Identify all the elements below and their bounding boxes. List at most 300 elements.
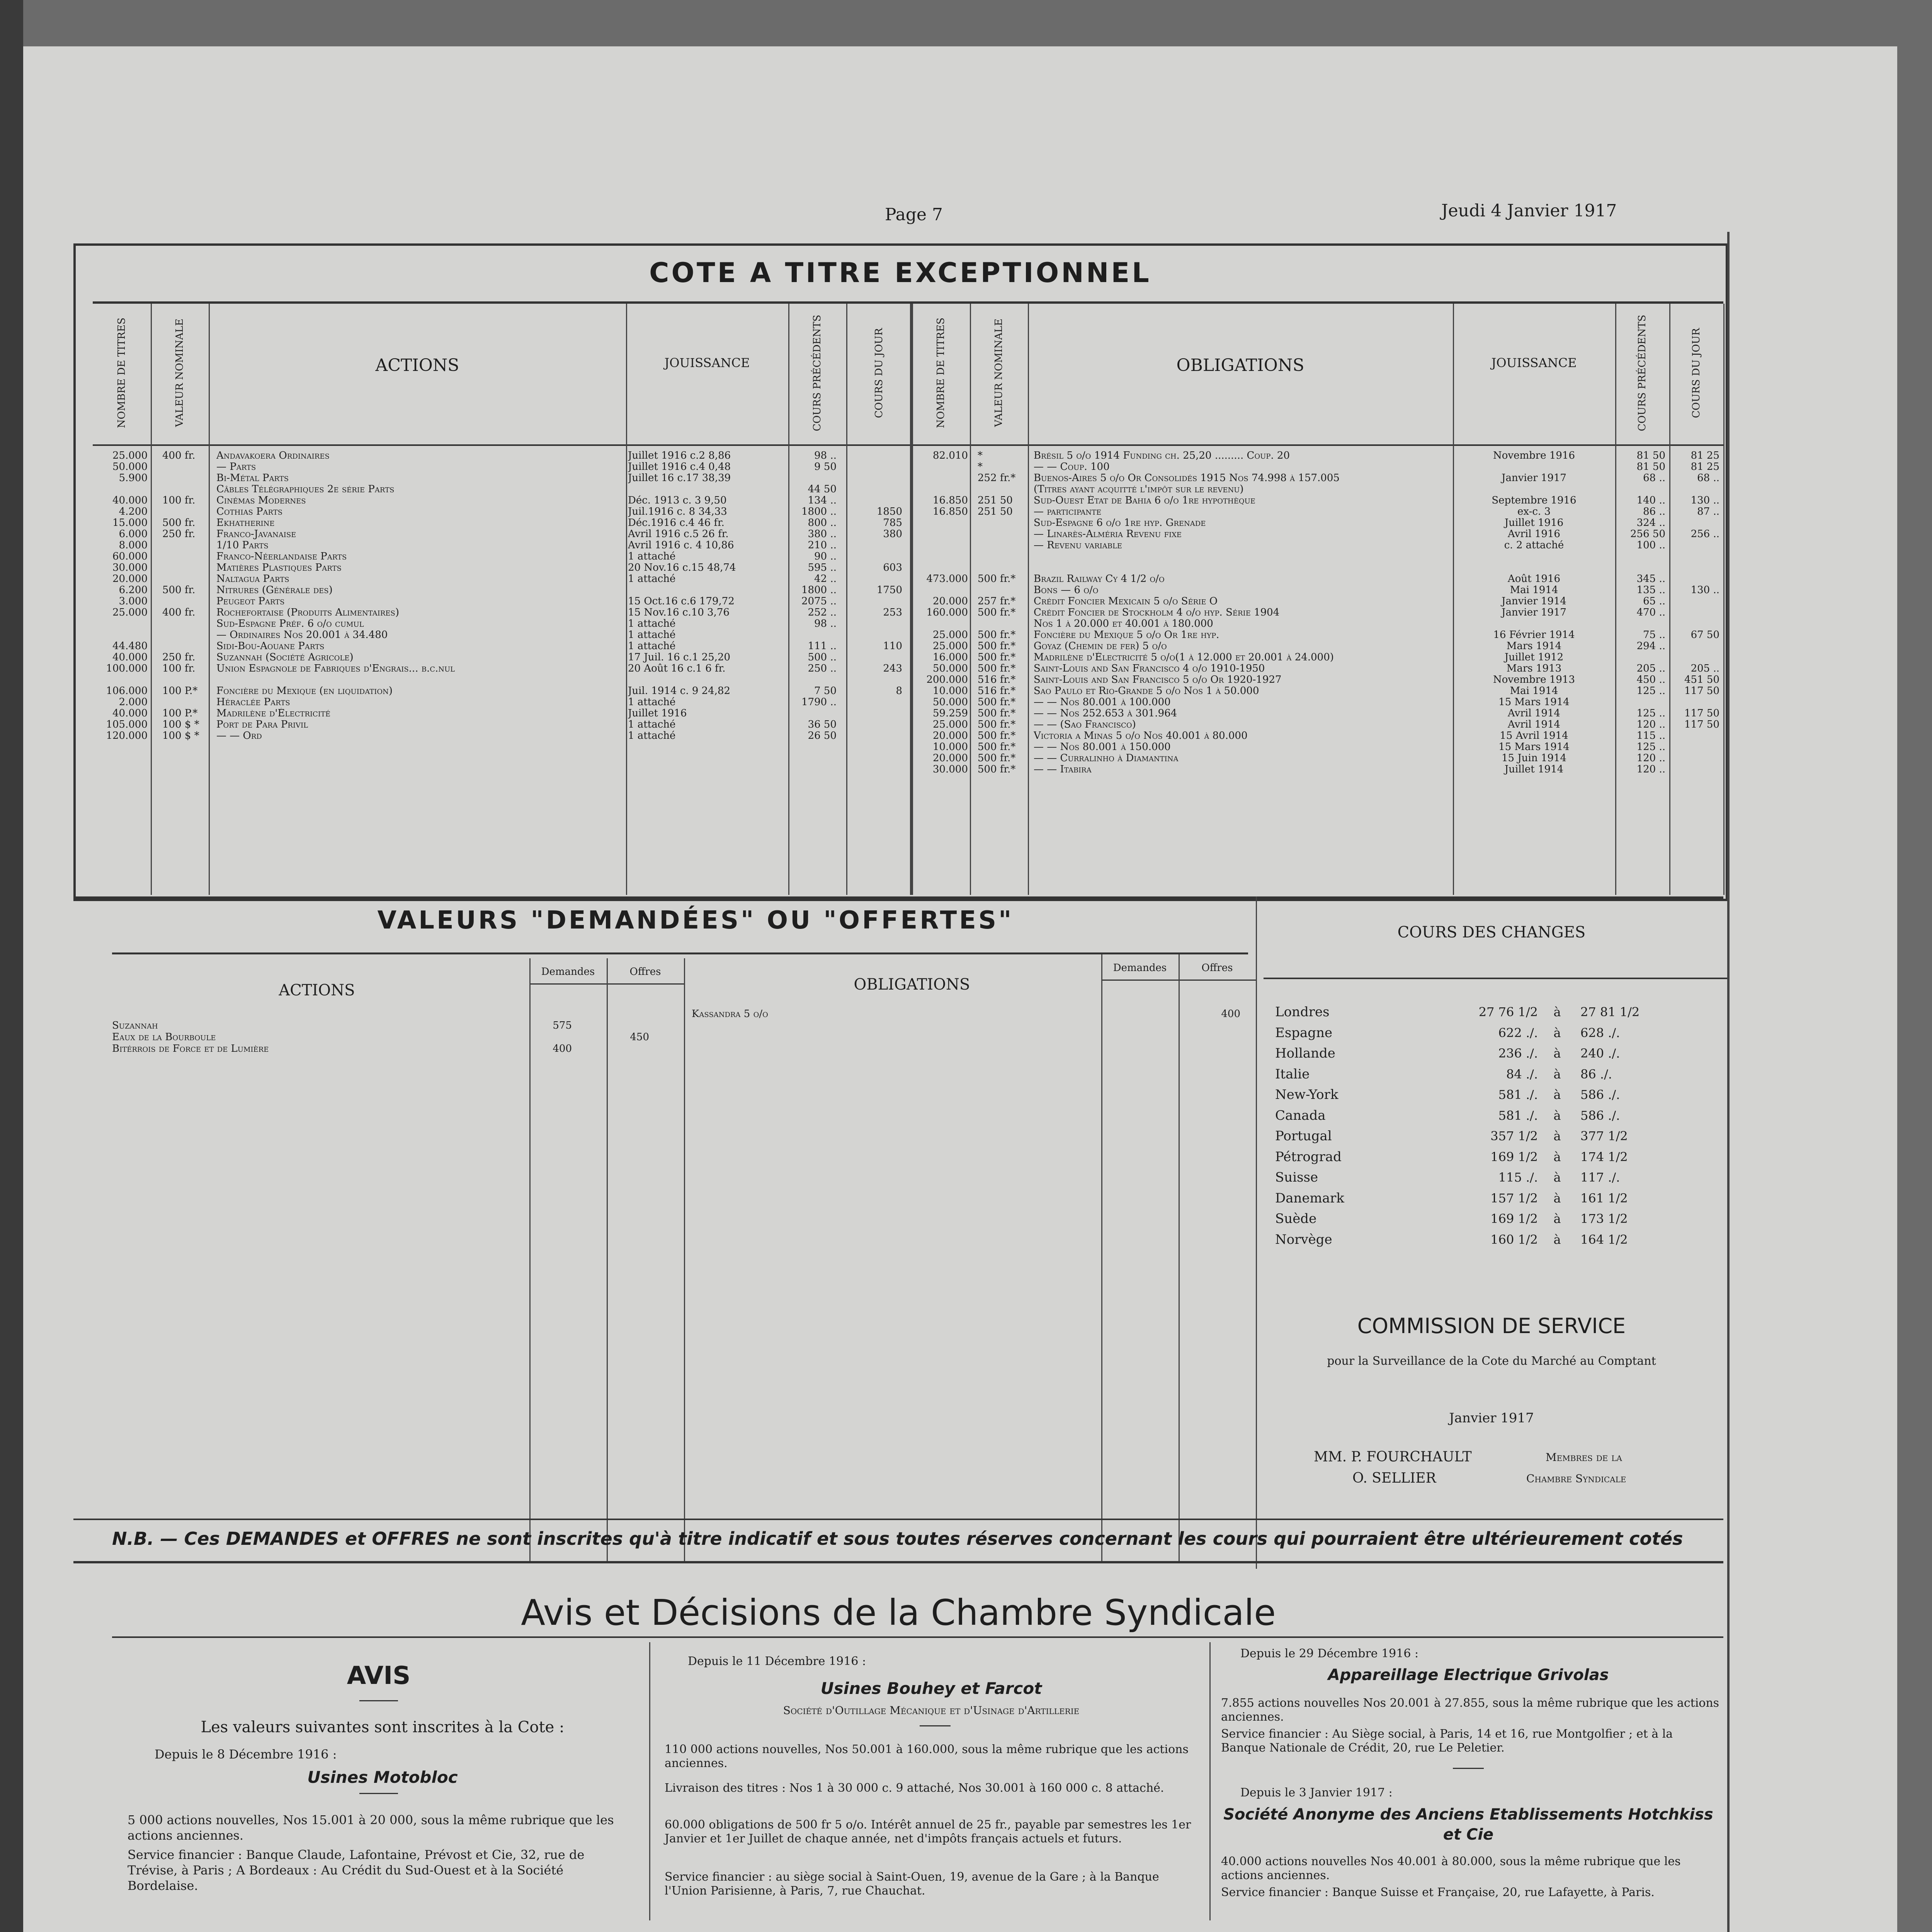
avis-col2-oblig: 60.000 obligations de 500 fr 5 o/o. Intérêt annuel de 25 fr., payable par semestres les 1er Janvier et 1er Juillet de chaque année, net d'impôts français actuels et futurs. bbox=[665, 1818, 1191, 1845]
cote-act-valeur: 100 fr. bbox=[162, 663, 196, 674]
change-country: Hollande bbox=[1275, 1046, 1335, 1061]
cote-act-name: Union Espagnole de Fabriques d'Engrais... b.c.nul bbox=[216, 663, 455, 674]
cote-obl-name: Brazil Railway Cy 4 1/2 o/o bbox=[1034, 573, 1165, 584]
cote-obl-nombre: 200.000 bbox=[926, 674, 968, 685]
cote-obl-nombre: 473.000 bbox=[926, 573, 968, 584]
cote-obl-name: Sao Paulo et Rio-Grande 5 o/o Nos 1 à 50.000 bbox=[1034, 685, 1259, 696]
cote-col-rule bbox=[626, 304, 627, 895]
cote-act-name: Sidi-Bou-Aouane Parts bbox=[216, 641, 325, 651]
cote-obl-jouissance: Novembre 1916 bbox=[1493, 450, 1575, 461]
change-sep: à bbox=[1553, 1170, 1561, 1185]
cote-obl-valeur: 500 fr.* bbox=[978, 663, 1016, 674]
cote-act-jouissance: Avril 1916 c.5 26 fr. bbox=[628, 529, 729, 539]
cote-obl-valeur: 500 fr.* bbox=[978, 730, 1016, 741]
cote-obl-valeur: 500 fr.* bbox=[978, 719, 1016, 730]
cote-obl-nombre: 59.259 bbox=[933, 708, 968, 719]
cote-obl-nombre: 82.010 bbox=[933, 450, 968, 461]
cote-col-rule bbox=[1028, 304, 1029, 895]
cote-obl-nombre: 30.000 bbox=[933, 764, 968, 775]
cote-obl-name: Sud-Ouest État de Bahia 6 o/o 1re hypothèque bbox=[1034, 495, 1255, 506]
cote-act-cours-prec: 1800 .. bbox=[801, 585, 837, 595]
cote-act-nombre: 30.000 bbox=[112, 562, 148, 573]
change-country: New-York bbox=[1275, 1087, 1338, 1102]
cote-obl-nombre: 25.000 bbox=[933, 719, 968, 730]
change-from: 169 1/2 bbox=[1490, 1149, 1538, 1164]
cote-obl-jouissance: 16 Février 1914 bbox=[1493, 629, 1575, 640]
change-sep: à bbox=[1553, 1190, 1561, 1206]
cote-obl-cours-prec: 120 .. bbox=[1636, 719, 1665, 730]
change-to: 86 ./. bbox=[1580, 1066, 1612, 1082]
cote-obl-jouissance: Novembre 1913 bbox=[1493, 674, 1575, 685]
cote-header-col_obligations: OBLIGATIONS bbox=[1176, 355, 1304, 375]
cote-act-name: Franco-Néerlandaise Parts bbox=[216, 551, 347, 562]
cote-obl-cours-prec: 120 .. bbox=[1636, 764, 1665, 775]
cote-obl-valeur: 500 fr.* bbox=[978, 764, 1016, 775]
change-country: Suède bbox=[1275, 1211, 1317, 1226]
cote-obl-valeur: 500 fr.* bbox=[978, 708, 1016, 719]
cote-act-name: Foncière du Mexique (en liquidation) bbox=[216, 685, 393, 696]
cote-obl-nombre: 25.000 bbox=[933, 641, 968, 651]
avis-col3-company2: Société Anonyme des Anciens Etablissements Hotchkiss et Cie bbox=[1223, 1806, 1713, 1844]
cote-obl-jouissance: Mars 1913 bbox=[1506, 663, 1562, 674]
cote-obl-nombre: 50.000 bbox=[933, 663, 968, 674]
cote-act-name: Cinémas Modernes bbox=[216, 495, 306, 506]
cote-obl-valeur: 500 fr.* bbox=[978, 697, 1016, 707]
cote-obl-cours-jour: 67 50 bbox=[1690, 629, 1719, 640]
cote-act-nombre: 60.000 bbox=[112, 551, 148, 562]
commission-subtitle: pour la Surveillance de la Cote du Marché au Comptant bbox=[1327, 1354, 1656, 1368]
cote-act-valeur: 250 fr. bbox=[162, 652, 196, 663]
cote-obl-cours-jour: 117 50 bbox=[1684, 719, 1719, 730]
cote-header-col_cours_jour: COURS DU JOUR bbox=[1690, 328, 1702, 418]
cote-obl-cours-prec: 68 .. bbox=[1643, 473, 1665, 483]
cote-act-name: Héraclée Parts bbox=[216, 697, 290, 707]
cote-act-cours-prec: 44 50 bbox=[808, 484, 837, 495]
cote-obl-cours-prec: 125 .. bbox=[1636, 685, 1665, 696]
cote-obl-jouissance: Juillet 1916 bbox=[1504, 517, 1564, 528]
cote-obl-nombre: 16.850 bbox=[933, 506, 968, 517]
valeur-action-name: Bitérrois de Force et de Lumière bbox=[112, 1043, 269, 1054]
avis-col2-date: Depuis le 11 Décembre 1916 : bbox=[688, 1655, 866, 1668]
valeurs-actions-label: ACTIONS bbox=[279, 981, 355, 999]
cote-act-cours-prec: 98 .. bbox=[814, 618, 837, 629]
cote-obl-cours-jour: 87 .. bbox=[1697, 506, 1719, 517]
cote-act-nombre: 40.000 bbox=[112, 652, 148, 663]
cote-act-jouissance: Juillet 1916 c.4 0,48 bbox=[628, 461, 731, 472]
cote-act-jouissance: Juillet 16 c.17 38,39 bbox=[628, 473, 731, 483]
cote-act-cours-prec: 9 50 bbox=[814, 461, 837, 472]
cote-col-rule bbox=[1723, 304, 1725, 895]
change-sep: à bbox=[1553, 1087, 1561, 1102]
cote-obl-cours-jour: 130 .. bbox=[1690, 585, 1719, 595]
cote-act-jouissance: 1 attaché bbox=[628, 551, 676, 562]
cote-obl-cours-prec: 81 50 bbox=[1636, 461, 1665, 472]
cote-obl-jouissance: 15 Mars 1914 bbox=[1498, 742, 1570, 752]
cote-obl-name: Brésil 5 o/o 1914 Funding ch. 25,20 ......... Coup. 20 bbox=[1034, 450, 1290, 461]
change-to: 27 81 1/2 bbox=[1580, 1005, 1640, 1019]
cote-act-nombre: 106.000 bbox=[106, 685, 148, 696]
change-sep: à bbox=[1553, 1108, 1561, 1123]
cote-act-jouissance: 1 attaché bbox=[628, 697, 676, 707]
avis-col2-company: Usines Bouhey et Farcot bbox=[820, 1679, 1042, 1698]
cote-obl-valeur: * bbox=[978, 461, 983, 472]
demandes-header-1: Demandes bbox=[541, 966, 595, 978]
cote-obl-name: Madrilène d'Électricité 5 o/o(1 à 12.000 et 20.001 à 24.000) bbox=[1034, 652, 1334, 663]
change-sep: à bbox=[1553, 1046, 1561, 1061]
commission-role-1: Membres de la bbox=[1546, 1451, 1622, 1464]
cote-act-nombre: 25.000 bbox=[112, 450, 148, 461]
cote-act-cours-jour: 785 bbox=[883, 517, 902, 528]
cote-act-name: Rochefortaise (Produits Alimentaires) bbox=[216, 607, 400, 618]
cote-obl-name: Sud-Espagne 6 o/o 1re hyp. Grenade bbox=[1034, 517, 1206, 528]
cote-act-name: Suzannah (Société Agricole) bbox=[216, 652, 354, 663]
cote-act-cours-prec: 210 .. bbox=[808, 540, 837, 551]
avis-col2-sub: Société d'Outillage Mécanique et d'Usinage d'Artillerie bbox=[783, 1704, 1080, 1717]
cote-obl-name: Buenos-Aires 5 o/o Or Consolidés 1915 Nos 74.998 à 157.005 bbox=[1034, 473, 1340, 483]
cote-act-cours-prec: 7 50 bbox=[814, 685, 837, 696]
cote-obl-valeur: 500 fr.* bbox=[978, 652, 1016, 663]
cote-obl-name: Goyaz (Chemin de fer) 5 o/o bbox=[1034, 641, 1167, 651]
cote-act-cours-prec: 98 .. bbox=[814, 450, 837, 461]
cote-obl-valeur: 516 fr.* bbox=[978, 674, 1016, 685]
cote-act-cours-prec: 595 .. bbox=[808, 562, 837, 573]
cote-act-jouissance: 1 attaché bbox=[628, 573, 676, 584]
cote-obl-name: Saint-Louis and San Francisco 5 o/o Or 1920-1927 bbox=[1034, 674, 1282, 685]
cote-obl-name: — — Nos 80.001 à 150.000 bbox=[1034, 742, 1171, 752]
avis-col3-text: 7.855 actions nouvelles Nos 20.001 à 27.855, sous la même rubrique que les actions anciennes. bbox=[1221, 1696, 1719, 1724]
cote-act-nombre: 50.000 bbox=[112, 461, 148, 472]
change-from: 581 ./. bbox=[1498, 1087, 1538, 1102]
cote-obl-cours-prec: 135 .. bbox=[1636, 585, 1665, 595]
cote-act-nombre: 44.480 bbox=[112, 641, 148, 651]
cote-act-name: Naltagua Parts bbox=[216, 573, 289, 584]
cote-obl-valeur: 251 50 bbox=[978, 506, 1013, 517]
cote-obl-nombre: 20.000 bbox=[933, 753, 968, 764]
cote-obl-cours-prec: 81 50 bbox=[1636, 450, 1665, 461]
avis-col1-service: Service financier : Banque Claude, Lafontaine, Prévost et Cie, 32, rue de Trévise, à Paris ; A Bordeaux : Au Crédit du Sud-Ouest et à la Société Bordelaise. bbox=[128, 1847, 585, 1893]
cote-obl-cours-jour: 117 50 bbox=[1684, 708, 1719, 719]
cote-act-nombre: 40.000 bbox=[112, 708, 148, 719]
cote-act-name: Franco-Javanaise bbox=[216, 529, 296, 539]
change-country: Espagne bbox=[1275, 1025, 1333, 1041]
avis-col3-service: Service financier : Au Siège social, à Paris, 14 et 16, rue Montgolfier ; et à la Banque Nationale de Crédit, 20, rue Le Peletier. bbox=[1221, 1727, 1673, 1755]
avis-col3-date: Depuis le 29 Décembre 1916 : bbox=[1240, 1647, 1419, 1660]
cote-act-cours-prec: 380 .. bbox=[808, 529, 837, 539]
cote-obl-name: — — Curralinho à Diamantina bbox=[1034, 753, 1179, 764]
cote-header-col_jouissance: JOUISSANCE bbox=[1491, 355, 1577, 370]
cote-act-nombre: 2.000 bbox=[119, 697, 148, 707]
avis-col3-text2: 40.000 actions nouvelles Nos 40.001 à 80.000, sous la même rubrique que les actions anciennes. bbox=[1221, 1855, 1681, 1882]
cote-act-cours-jour: 110 bbox=[883, 641, 902, 651]
change-sep: à bbox=[1553, 1211, 1561, 1226]
offres-header-2: Offres bbox=[1201, 962, 1233, 974]
cote-obl-jouissance: Mai 1914 bbox=[1510, 685, 1558, 696]
cote-obl-nombre: 10.000 bbox=[933, 685, 968, 696]
cote-act-nombre: 40.000 bbox=[112, 495, 148, 506]
change-from: 27 76 1/2 bbox=[1478, 1005, 1538, 1019]
cote-act-cours-jour: 1850 bbox=[876, 506, 902, 517]
cote-act-nombre: 6.200 bbox=[119, 585, 148, 595]
cote-obl-jouissance: Mai 1914 bbox=[1510, 585, 1558, 595]
cote-obl-cours-prec: 125 .. bbox=[1636, 708, 1665, 719]
cote-act-cours-prec: 90 .. bbox=[814, 551, 837, 562]
change-to: 117 ./. bbox=[1580, 1170, 1620, 1185]
cote-header-col_nombre: NOMBRE DE TITRES bbox=[935, 317, 947, 429]
valeur-action-demandes: 575 bbox=[553, 1020, 572, 1031]
cote-obl-jouissance: c. 2 attaché bbox=[1504, 540, 1564, 551]
change-country: Portugal bbox=[1275, 1128, 1332, 1144]
cote-act-jouissance: 1 attaché bbox=[628, 618, 676, 629]
book-gutter bbox=[0, 0, 23, 1932]
cote-obl-name: — Revenu variable bbox=[1034, 540, 1122, 551]
cote-obl-name: Victoria a Minas 5 o/o Nos 40.001 à 80.000 bbox=[1034, 730, 1248, 741]
cote-act-jouissance: Juillet 1916 c.2 8,86 bbox=[628, 450, 731, 461]
cote-obl-jouissance: Mars 1914 bbox=[1506, 641, 1562, 651]
cote-obl-jouissance: 15 Juin 1914 bbox=[1501, 753, 1566, 764]
cote-obl-nombre: 50.000 bbox=[933, 697, 968, 707]
cote-act-name: Ekhatherine bbox=[216, 517, 275, 528]
cote-act-jouissance: Avril 1916 c. 4 10,86 bbox=[628, 540, 734, 551]
cote-act-cours-prec: 36 50 bbox=[808, 719, 837, 730]
cote-obl-name: Bons — 6 o/o bbox=[1034, 585, 1099, 595]
cote-act-cours-prec: 134 .. bbox=[808, 495, 837, 506]
change-to: 586 ./. bbox=[1580, 1108, 1620, 1123]
cote-act-nombre: 100.000 bbox=[106, 663, 148, 674]
cote-act-jouissance: 15 Oct.16 c.6 179,72 bbox=[628, 596, 735, 607]
cote-obl-name: Saint-Louis and San Francisco 4 o/o 1910-1950 bbox=[1034, 663, 1265, 674]
cote-act-jouissance: 17 Juil. 16 c.1 25,20 bbox=[628, 652, 731, 663]
cote-act-valeur: 100 P.* bbox=[162, 708, 198, 719]
change-to: 240 ./. bbox=[1580, 1046, 1620, 1061]
cote-act-name: Sud-Espagne Préf. 6 o/o cumul bbox=[216, 618, 364, 629]
cote-obl-valeur: 500 fr.* bbox=[978, 573, 1016, 584]
cote-act-name: Nitrures (Générale des) bbox=[216, 585, 333, 595]
cote-act-name: Matières Plastiques Parts bbox=[216, 562, 342, 573]
cote-obl-cours-prec: 100 .. bbox=[1636, 540, 1665, 551]
cote-obl-name: Nos 1 à 20.000 et 40.001 à 180.000 bbox=[1034, 618, 1213, 629]
cote-act-jouissance: 1 attaché bbox=[628, 629, 676, 640]
cote-obl-cours-prec: 470 .. bbox=[1636, 607, 1665, 618]
cote-obl-cours-jour: 205 .. bbox=[1690, 663, 1719, 674]
avis-col2-service: Service financier : au siège social à Saint-Ouen, 19, avenue de la Gare ; à la Banque l'Union Parisienne, à Paris, 7, rue Chauchat. bbox=[665, 1870, 1159, 1898]
cote-obl-valeur: 257 fr.* bbox=[978, 596, 1016, 607]
change-from: 581 ./. bbox=[1498, 1108, 1538, 1123]
cote-act-jouissance: 15 Nov.16 c.10 3,76 bbox=[628, 607, 730, 618]
cote-act-valeur: 100 P.* bbox=[162, 685, 198, 696]
avis-col1-date: Depuis le 8 Décembre 1916 : bbox=[155, 1747, 337, 1762]
cote-obl-name: (Titres ayant acquitté l'impôt sur le revenu) bbox=[1034, 484, 1244, 495]
cote-obl-cours-prec: 205 .. bbox=[1636, 663, 1665, 674]
cote-obl-cours-prec: 256 50 bbox=[1630, 529, 1665, 539]
cote-obl-nombre: 160.000 bbox=[926, 607, 968, 618]
cote-obl-jouissance: Juillet 1912 bbox=[1504, 652, 1564, 663]
cote-obl-cours-prec: 65 .. bbox=[1643, 596, 1665, 607]
valeur-obligation-name: Kassandra 5 o/o bbox=[692, 1009, 768, 1019]
page-date: Jeudi 4 Janvier 1917 bbox=[1441, 201, 1617, 221]
change-to: 628 ./. bbox=[1580, 1025, 1620, 1040]
cote-act-name: Bi-Métal Parts bbox=[216, 473, 289, 483]
cote-obl-jouissance: Septembre 1916 bbox=[1492, 495, 1577, 506]
cote-obl-valeur: * bbox=[978, 450, 983, 461]
commission-role-2: Chambre Syndicale bbox=[1526, 1472, 1626, 1485]
cote-obl-name: Crédit Foncier de Stockholm 4 o/o hyp. Série 1904 bbox=[1034, 607, 1280, 618]
commission-member-2: O. SELLIER bbox=[1352, 1470, 1436, 1486]
cote-obl-valeur: 500 fr.* bbox=[978, 742, 1016, 752]
commission-member-1: MM. P. FOURCHAULT bbox=[1314, 1449, 1472, 1465]
change-country: Londres bbox=[1275, 1004, 1330, 1020]
cote-act-cours-prec: 1790 .. bbox=[801, 697, 837, 707]
cote-act-name: Câbles Télégraphiques 2e série Parts bbox=[216, 484, 395, 495]
cote-obl-cours-prec: 75 .. bbox=[1643, 629, 1665, 640]
cote-act-valeur: 250 fr. bbox=[162, 529, 196, 539]
cote-obl-valeur: 251 50 bbox=[978, 495, 1013, 506]
cote-act-cours-jour: 253 bbox=[883, 607, 902, 618]
cote-obl-cours-jour: 451 50 bbox=[1684, 674, 1719, 685]
valeur-action-demandes: 400 bbox=[553, 1043, 572, 1054]
cote-header-col_valeur: VALEUR NOMINALE bbox=[993, 318, 1005, 427]
avis-col1-text: 5 000 actions nouvelles, Nos 15.001 à 20 000, sous la même rubrique que les actions anciennes. bbox=[128, 1813, 614, 1843]
cote-act-name: 1/10 Parts bbox=[216, 540, 269, 551]
valeur-action-name: Eaux de la Bourboule bbox=[112, 1032, 216, 1043]
change-from: 169 1/2 bbox=[1490, 1211, 1538, 1226]
change-country: Canada bbox=[1275, 1107, 1326, 1123]
cote-obl-jouissance: ex-c. 3 bbox=[1517, 506, 1551, 517]
cote-act-nombre: 105.000 bbox=[106, 719, 148, 730]
valeurs-obligations-label: OBLIGATIONS bbox=[854, 976, 970, 993]
cote-act-jouissance: Juil. 1914 c. 9 24,82 bbox=[628, 685, 731, 696]
cote-act-name: Andavakoera Ordinaires bbox=[216, 450, 330, 461]
cote-act-nombre: 15.000 bbox=[112, 517, 148, 528]
cote-obl-jouissance: Avril 1914 bbox=[1508, 719, 1560, 730]
cote-act-name: Port de Para Privil bbox=[216, 719, 308, 730]
change-sep: à bbox=[1553, 1025, 1561, 1040]
cote-obl-nombre: 25.000 bbox=[933, 629, 968, 640]
cote-act-name: — Ordinaires Nos 20.001 à 34.480 bbox=[216, 629, 388, 640]
cote-obl-cours-prec: 140 .. bbox=[1636, 495, 1665, 506]
change-from: 84 ./. bbox=[1506, 1066, 1538, 1082]
cote-act-valeur: 100 $ * bbox=[162, 719, 199, 730]
cote-obl-jouissance: Janvier 1914 bbox=[1502, 596, 1566, 607]
cote-act-valeur: 500 fr. bbox=[162, 585, 196, 595]
cote-obl-jouissance: Avril 1914 bbox=[1508, 708, 1560, 719]
change-sep: à bbox=[1553, 1232, 1561, 1247]
change-country: Pétrograd bbox=[1275, 1149, 1342, 1165]
cote-act-nombre: 6.000 bbox=[119, 529, 148, 539]
avis-title: AVIS bbox=[347, 1662, 411, 1690]
cote-obl-name: — participante bbox=[1034, 506, 1102, 517]
avis-col3-service2: Service financier : Banque Suisse et Française, 20, rue Lafayette, à Paris. bbox=[1221, 1886, 1655, 1899]
cote-obl-nombre: 16.850 bbox=[933, 495, 968, 506]
cote-act-nombre: 8.000 bbox=[119, 540, 148, 551]
cote-obl-name: — — Nos 80.001 à 100.000 bbox=[1034, 697, 1171, 707]
cote-act-cours-jour: 603 bbox=[883, 562, 902, 573]
cote-obl-jouissance: Août 1916 bbox=[1507, 573, 1561, 584]
cote-act-nombre: 20.000 bbox=[112, 573, 148, 584]
cote-obl-name: Crédit Foncier Mexicain 5 o/o Série O bbox=[1034, 596, 1218, 607]
cote-obl-cours-prec: 345 .. bbox=[1636, 573, 1665, 584]
cote-act-cours-prec: 800 .. bbox=[808, 517, 837, 528]
avis-col3-company: Appareillage Electrique Grivolas bbox=[1328, 1666, 1609, 1684]
cote-act-name: Cothias Parts bbox=[216, 506, 283, 517]
cote-header-col_actions: ACTIONS bbox=[375, 355, 459, 375]
cote-act-cours-jour: 1750 bbox=[876, 585, 902, 595]
cote-title: COTE A TITRE EXCEPTIONNEL bbox=[649, 257, 1151, 289]
change-from: 236 ./. bbox=[1498, 1046, 1538, 1061]
cote-obl-cours-prec: 115 .. bbox=[1636, 730, 1665, 741]
cote-header-col_cours_jour: COURS DU JOUR bbox=[873, 328, 885, 418]
cote-act-name: Peugeot Parts bbox=[216, 596, 285, 607]
change-country: Suisse bbox=[1275, 1170, 1318, 1185]
cote-act-jouissance: 20 Nov.16 c.15 48,74 bbox=[628, 562, 736, 573]
cote-obl-jouissance: Avril 1916 bbox=[1508, 529, 1560, 539]
cote-obl-cours-jour: 117 50 bbox=[1684, 685, 1719, 696]
valeurs-title: VALEURS "DEMANDÉES" OU "OFFERTES" bbox=[377, 906, 1014, 935]
cote-obl-valeur: 500 fr.* bbox=[978, 607, 1016, 618]
cote-obl-nombre: 20.000 bbox=[933, 596, 968, 607]
cote-header-col_nombre: NOMBRE DE TITRES bbox=[116, 317, 128, 429]
cote-obl-valeur: 500 fr.* bbox=[978, 629, 1016, 640]
cote-act-nombre: 4.200 bbox=[119, 506, 148, 517]
cote-obl-cours-jour: 68 .. bbox=[1697, 473, 1719, 483]
cote-header-col_valeur: VALEUR NOMINALE bbox=[174, 318, 185, 427]
cote-obl-cours-prec: 86 .. bbox=[1643, 506, 1665, 517]
cote-act-cours-prec: 42 .. bbox=[814, 573, 837, 584]
cote-act-jouissance: 1 attaché bbox=[628, 719, 676, 730]
cote-act-nombre: 3.000 bbox=[119, 596, 148, 607]
cote-act-name: — Parts bbox=[216, 461, 256, 472]
cote-act-cours-prec: 1800 .. bbox=[801, 506, 837, 517]
cote-obl-jouissance: Janvier 1917 bbox=[1502, 473, 1566, 483]
valeur-action-name: Suzannah bbox=[112, 1020, 158, 1031]
change-to: 377 1/2 bbox=[1580, 1129, 1628, 1143]
cote-obl-jouissance: 15 Mars 1914 bbox=[1498, 697, 1570, 707]
avis-col2-text: 110 000 actions nouvelles, Nos 50.001 à 160.000, sous la même rubrique que les actions anciennes. bbox=[665, 1743, 1189, 1770]
cote-obl-jouissance: Janvier 1917 bbox=[1502, 607, 1566, 618]
cote-act-valeur: 100 $ * bbox=[162, 730, 199, 741]
change-from: 160 1/2 bbox=[1490, 1232, 1538, 1247]
offres-header-1: Offres bbox=[629, 966, 661, 978]
cote-act-name: — — Ord bbox=[216, 730, 262, 741]
cote-act-valeur: 100 fr. bbox=[162, 495, 196, 506]
cote-act-jouissance: Déc. 1913 c. 3 9,50 bbox=[628, 495, 727, 506]
cote-header-col_cours_prec: COURS PRÉCÉDENTS bbox=[1636, 315, 1648, 431]
cote-obl-nombre: 16.000 bbox=[933, 652, 968, 663]
cote-act-jouissance: Juillet 1916 bbox=[628, 708, 687, 719]
cote-act-jouissance: Juil.1916 c. 8 34,33 bbox=[628, 506, 727, 517]
cote-act-cours-prec: 2075 .. bbox=[801, 596, 837, 607]
commission-date: Janvier 1917 bbox=[1449, 1410, 1534, 1426]
cote-act-name: Madrilène d'Électricité bbox=[216, 708, 331, 719]
cote-act-cours-prec: 111 .. bbox=[808, 641, 837, 651]
cote-obl-cours-prec: 125 .. bbox=[1636, 742, 1665, 752]
cote-center-rule bbox=[910, 304, 912, 895]
cote-col-rule bbox=[1453, 304, 1454, 895]
change-to: 161 1/2 bbox=[1580, 1190, 1628, 1206]
valeur-action-offres: 450 bbox=[630, 1032, 649, 1043]
cote-obl-name: — — Itabira bbox=[1034, 764, 1092, 775]
cote-obl-cours-prec: 294 .. bbox=[1636, 641, 1665, 651]
valeur-obligation-offres: 400 bbox=[1221, 1009, 1240, 1019]
cote-obl-jouissance: Juillet 1914 bbox=[1504, 764, 1564, 775]
avis-col2-livraison: Livraison des titres : Nos 1 à 30 000 c. 9 attaché, Nos 30.001 à 160 000 c. 8 attaché. bbox=[665, 1781, 1164, 1795]
cote-header-col_cours_prec: COURS PRÉCÉDENTS bbox=[811, 315, 823, 431]
cote-obl-jouissance: 15 Avril 1914 bbox=[1500, 730, 1568, 741]
cote-obl-valeur: 516 fr.* bbox=[978, 685, 1016, 696]
valeurs-note: N.B. — Ces DEMANDES et OFFRES ne sont inscrites qu'à titre indicatif et sous toutes réserves concernant les cours qui pourraient être ultérieurement cotés bbox=[112, 1528, 1683, 1549]
cote-obl-cours-jour: 81 25 bbox=[1690, 461, 1719, 472]
cote-obl-name: — — Coup. 100 bbox=[1034, 461, 1110, 472]
cote-obl-cours-jour: 130 .. bbox=[1690, 495, 1719, 506]
